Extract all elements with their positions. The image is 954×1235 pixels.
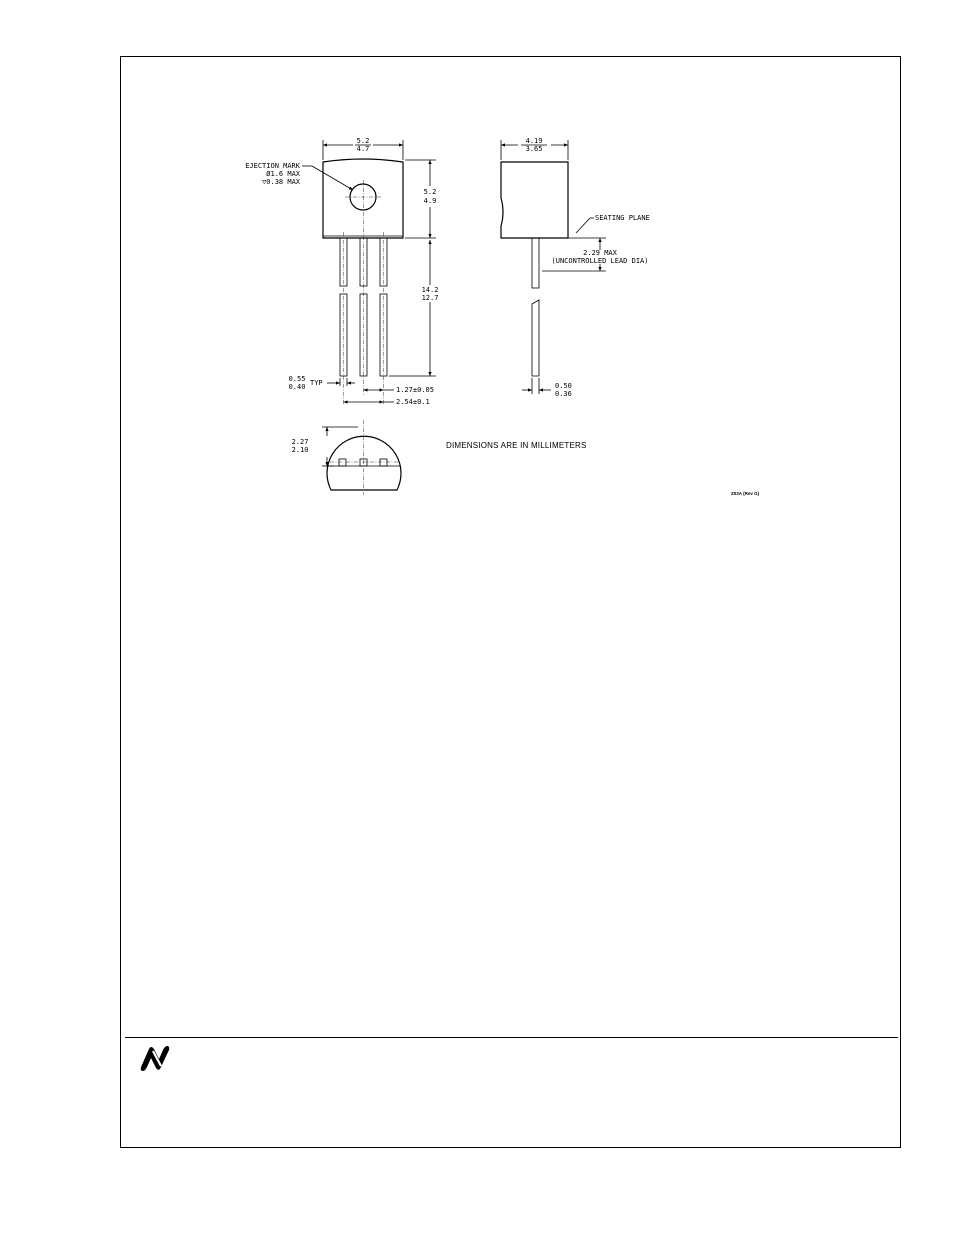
ejection-mark-title: EJECTION MARK (245, 162, 300, 170)
lead-thickness-max: 0.50 (555, 382, 572, 390)
drawing-revision: Z03A (Rev G) (731, 491, 760, 496)
ejection-mark-dia: Ø1.6 MAX (266, 170, 300, 178)
lead-span: 2.54±0.1 (396, 398, 430, 406)
national-semiconductor-logo-icon (141, 1046, 170, 1071)
body-width-max: 5.2 (356, 137, 370, 145)
lead-width-max: 0.55 (288, 375, 306, 383)
ejection-mark-depth: ▽0.38 MAX (262, 178, 300, 186)
lead-width-min: 0.40 (288, 383, 306, 391)
lead-length-min: 12.7 (421, 294, 439, 302)
body-width-min: 4.7 (356, 145, 370, 153)
side-view (501, 137, 650, 398)
lead-pitch: 1.27±0.05 (396, 386, 434, 394)
footer-rule (125, 1037, 898, 1038)
dimensions-note: DIMENSIONS ARE IN MILLIMETERS (446, 441, 587, 450)
front-view (245, 137, 438, 406)
bottom-view (292, 420, 401, 495)
uncontrolled-dia-value: 2.29 MAX (583, 249, 617, 257)
body-height-min: 4.9 (423, 197, 437, 205)
lead-thickness-min: 0.36 (555, 390, 572, 398)
bottom-height-min: 2.10 (291, 446, 309, 454)
side-thickness-max: 4.19 (525, 137, 543, 145)
bottom-height-max: 2.27 (291, 438, 309, 446)
body-height-max: 5.2 (423, 188, 437, 196)
lead-width-typ: TYP (310, 379, 323, 387)
lead-length-max: 14.2 (421, 286, 439, 294)
seating-plane-label: SEATING PLANE (595, 214, 650, 222)
side-thickness-min: 3.65 (525, 145, 543, 153)
uncontrolled-dia-label: (UNCONTROLLED LEAD DIA) (551, 257, 649, 265)
